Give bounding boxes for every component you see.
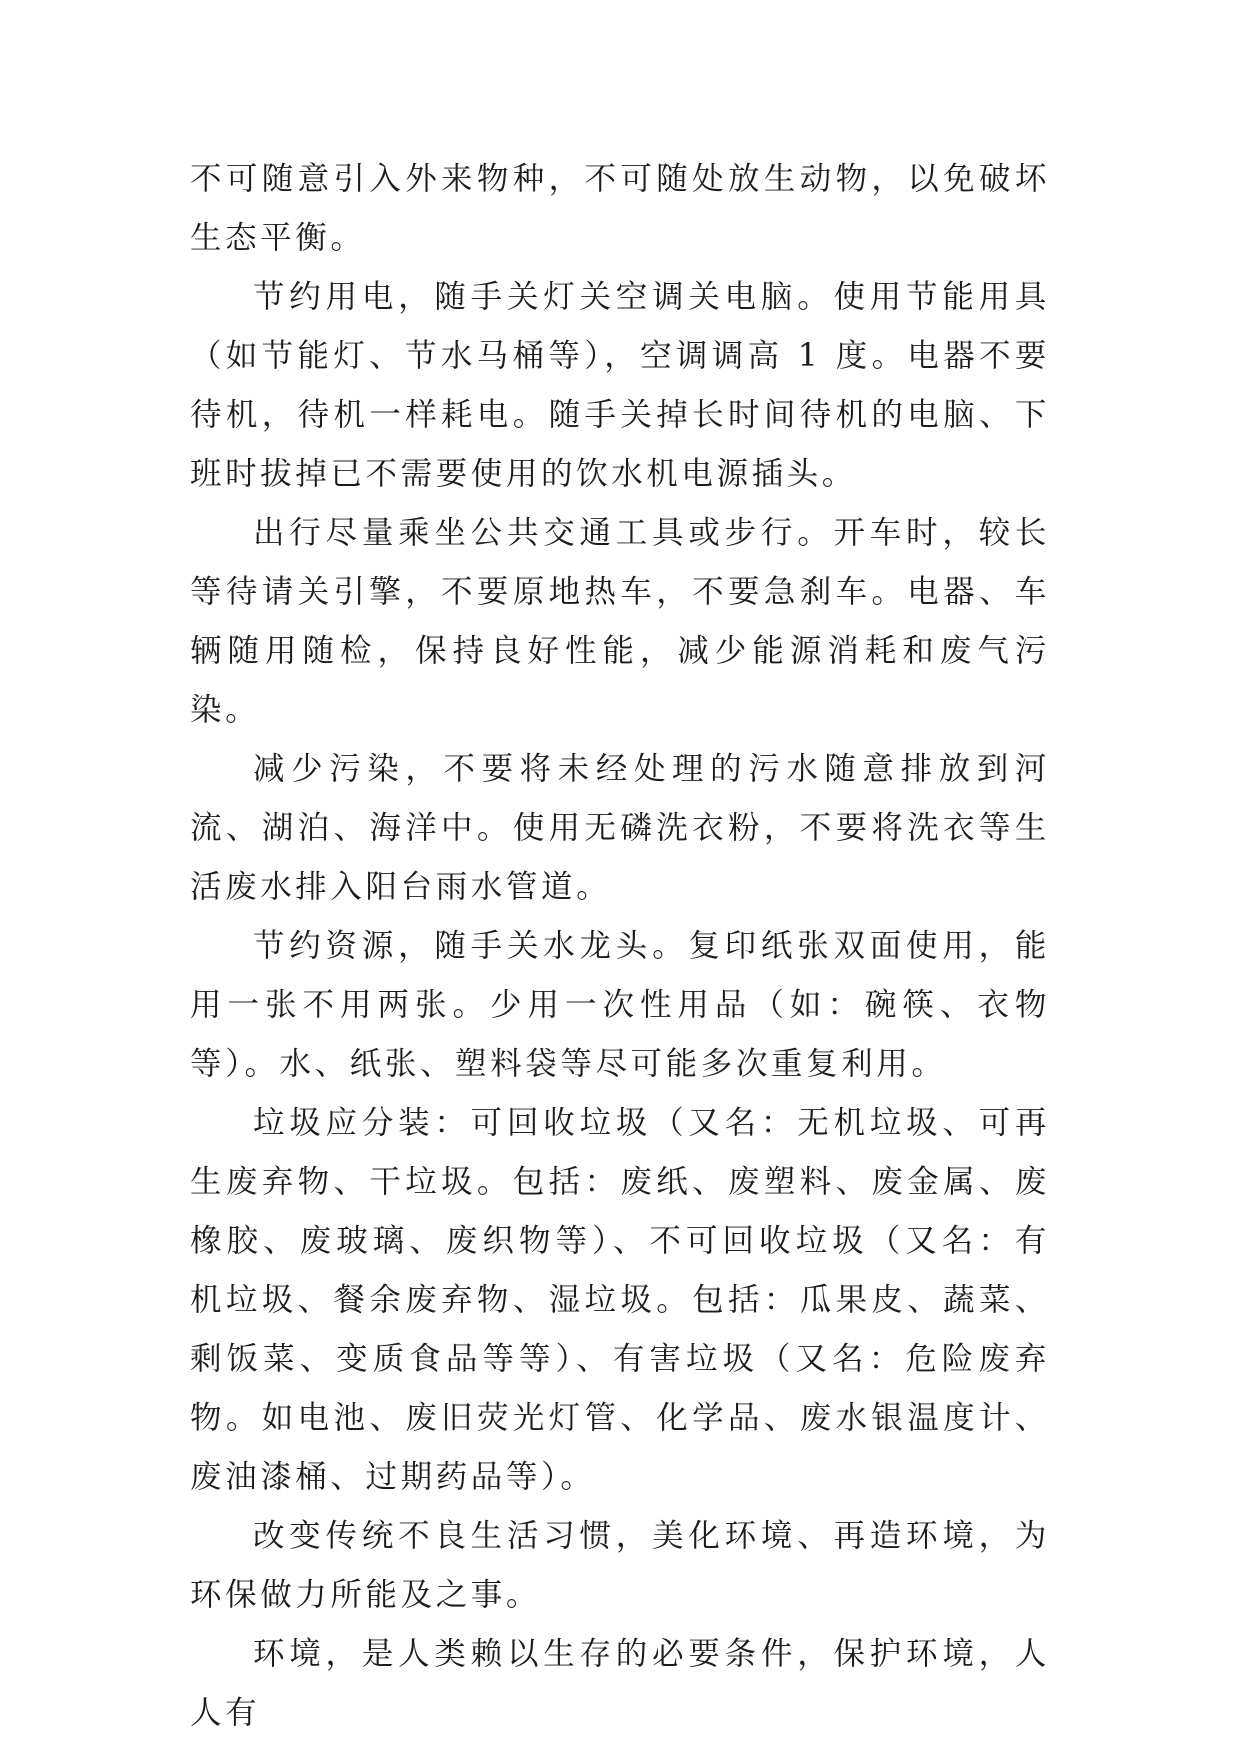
paragraph-save-resources: 节约资源，随手关水龙头。复印纸张双面使用，能用一张不用两张。少用一次性用品（如：碗筷、衣物等）。水、纸张、塑料袋等尽可能多次重复利用。 — [190, 928, 1050, 1082]
paragraph-garbage-sorting: 垃圾应分装：可回收垃圾（又名：无机垃圾、可再生废弃物、干垃圾。包括：废纸、废塑料、废金属、废橡胶、废玻璃、废织物等）、不可回收垃圾（又名：有机垃圾、餐余废弃物、湿垃圾。包括：瓜果皮、蔬菜、剩饭菜、变质食品等等）、有害垃圾（又名：危险废弃物。如电池、废旧荧光灯管、化学品、废水银温度计、废油漆桶、过期药品等）。 — [190, 1105, 1050, 1495]
paragraph-green-travel: 出行尽量乘坐公共交通工具或步行。开车时，较长等待请关引擎，不要原地热车，不要急刹车。电器、车辆随用随检，保持良好性能，减少能源消耗和废气污染。 — [190, 515, 1050, 728]
paragraph-environment: 环境，是人类赖以生存的必要条件，保护环境，人人有 — [190, 1636, 1050, 1731]
paragraph-change-habits: 改变传统不良生活习惯，美化环境、再造环境，为环保做力所能及之事。 — [190, 1518, 1050, 1613]
paragraph-continuation: 不可随意引入外来物种，不可随处放生动物，以免破坏生态平衡。 — [190, 161, 1050, 256]
document-body — [190, 150, 1050, 1743]
paragraph-reduce-pollution: 减少污染，不要将未经处理的污水随意排放到河流、湖泊、海洋中。使用无磷洗衣粉，不要将洗衣等生活废水排入阳台雨水管道。 — [190, 751, 1050, 905]
paragraph-save-electricity: 节约用电，随手关灯关空调关电脑。使用节能用具（如节能灯、节水马桶等），空调调高 1 度。电器不要待机，待机一样耗电。随手关掉长时间待机的电脑、下班时拔掉已不需要使用的饮水机电源插头。 — [190, 279, 1050, 492]
